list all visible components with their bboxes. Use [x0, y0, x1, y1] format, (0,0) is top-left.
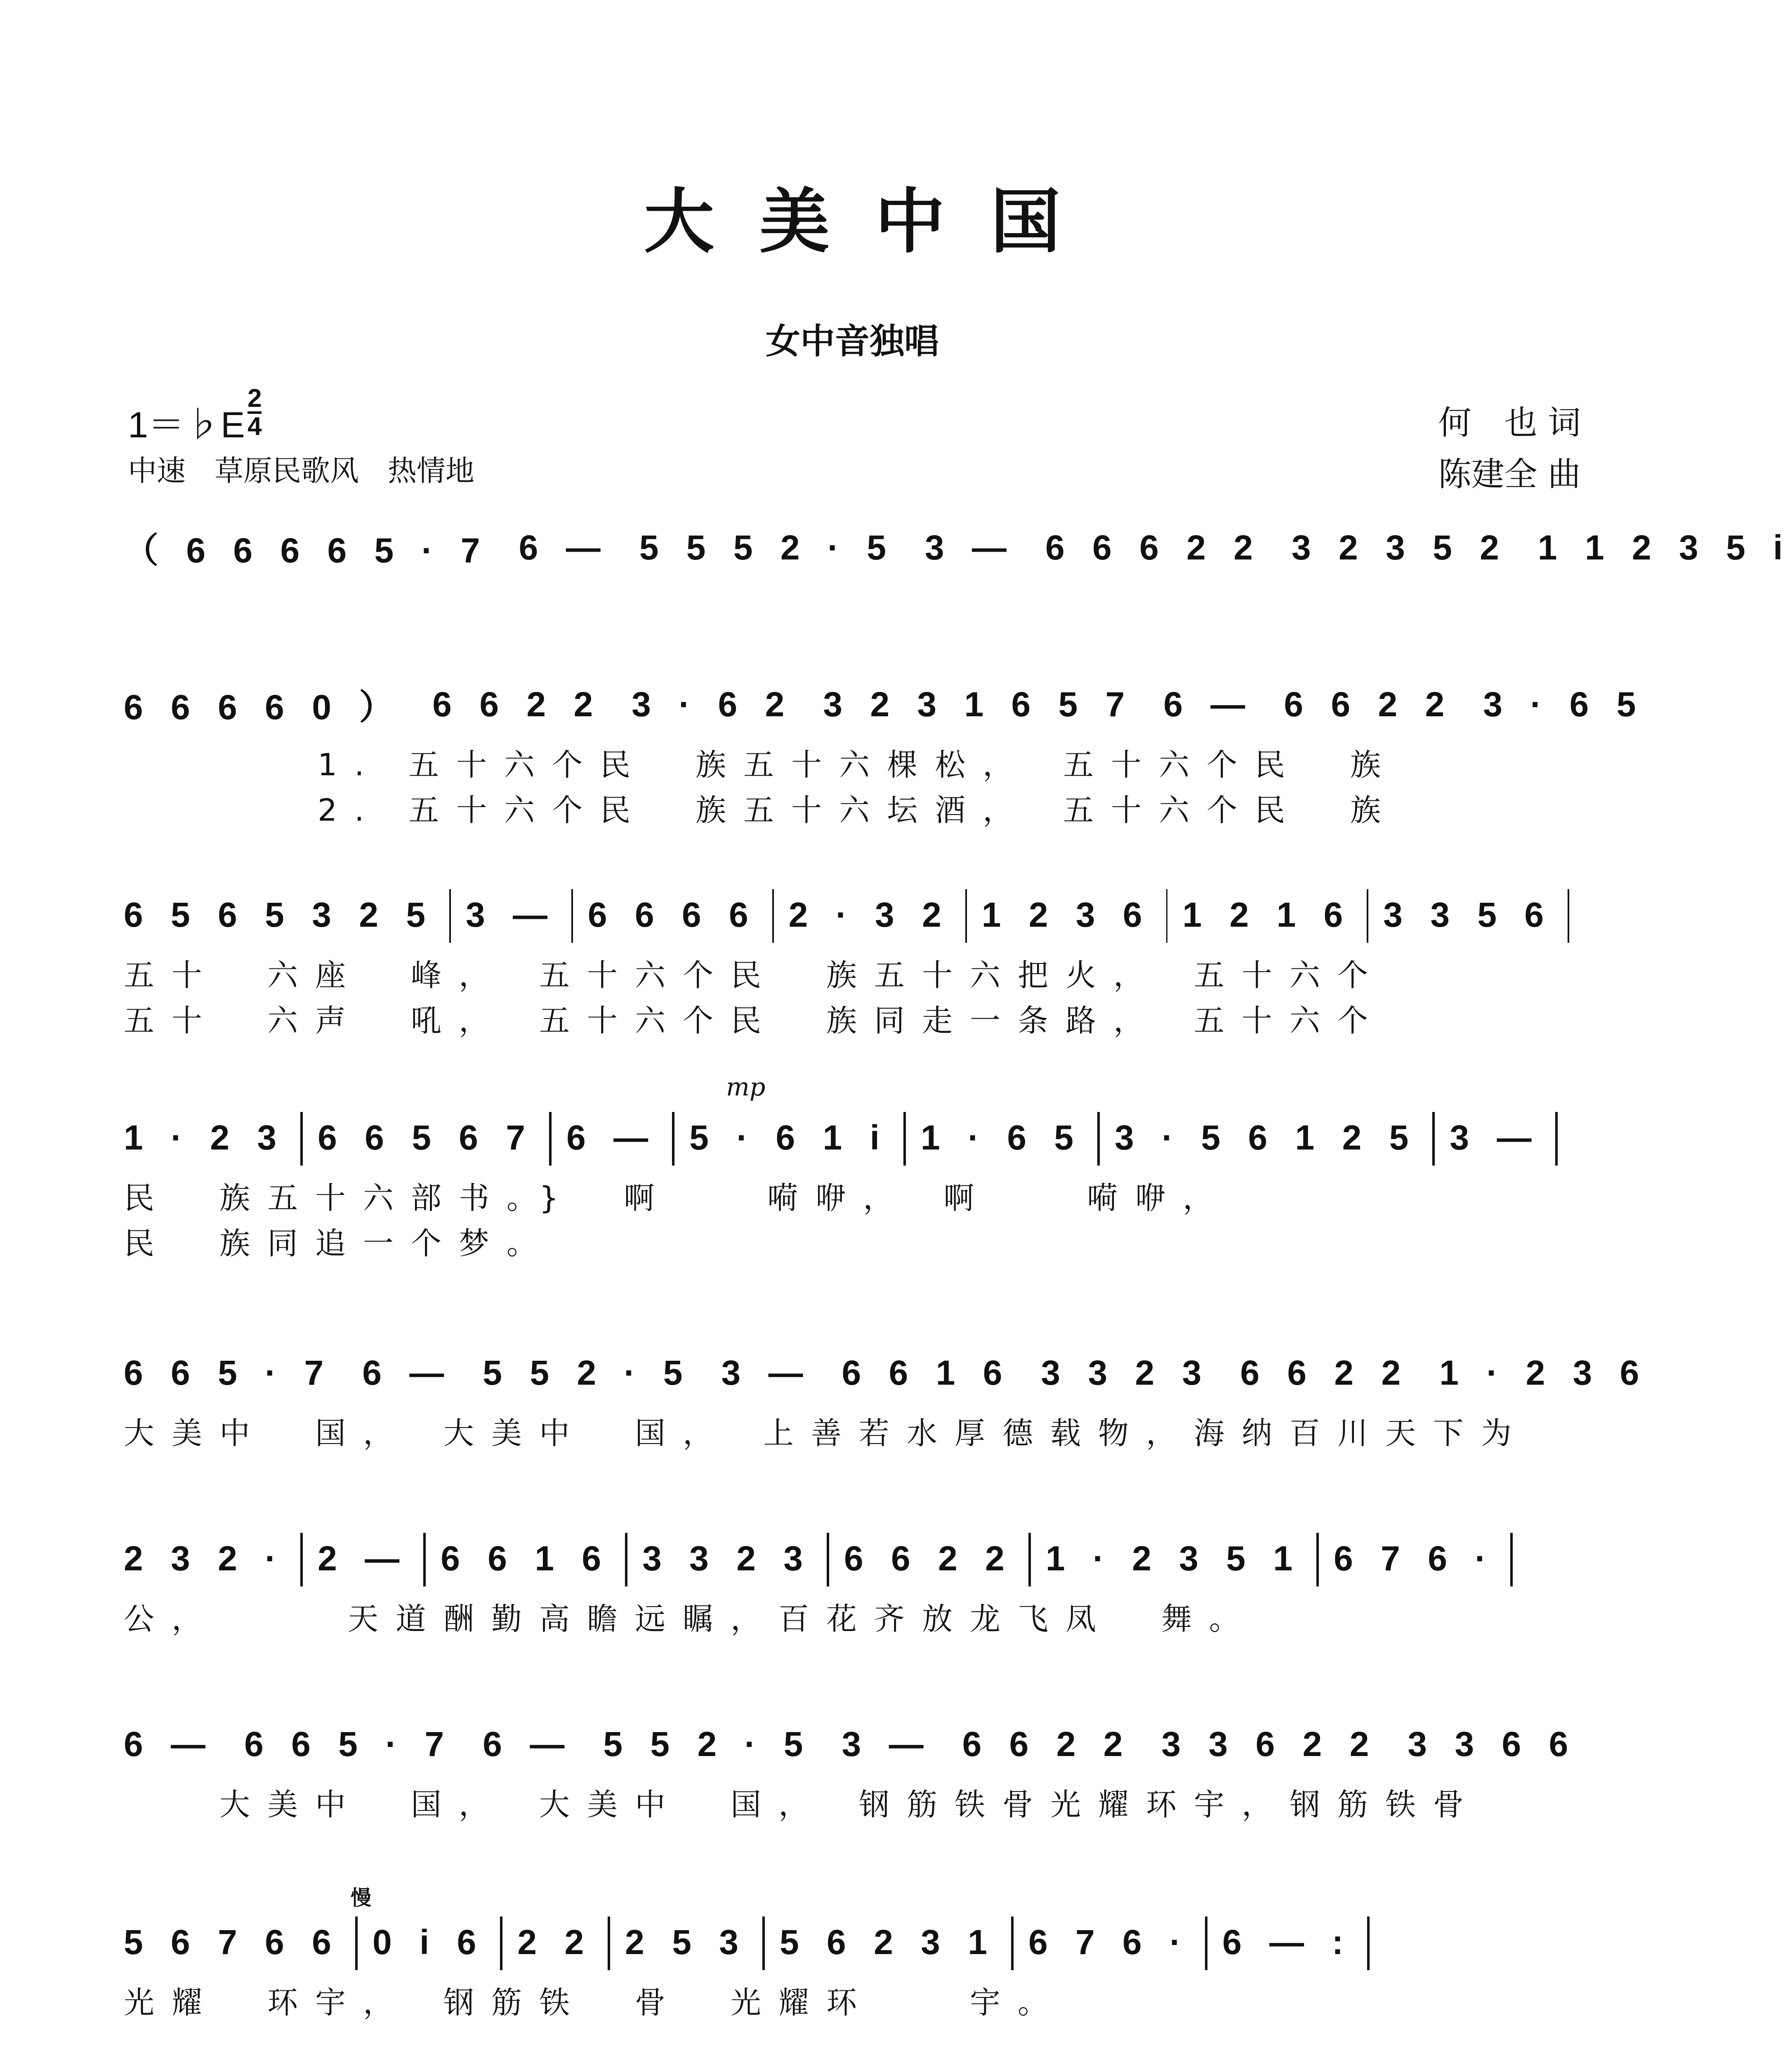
measure: 6 6 6 2 2	[1045, 528, 1262, 567]
barline	[449, 889, 451, 943]
barline	[1367, 889, 1368, 943]
barline	[571, 889, 573, 943]
measure: 6 6 6 6 0 ）	[124, 687, 403, 727]
lyric-line: 大美中 国， 大美中 国， 上善若水厚德载物，海纳百川天下为	[124, 1416, 1529, 1451]
measure: 3 2 3 1 6 5 7	[823, 685, 1134, 724]
measure: 6 6 2 2	[844, 1539, 1014, 1578]
measure: 2 —	[318, 1539, 409, 1578]
measure: 6 —	[566, 1118, 658, 1157]
measure: 5 5 2 · 5	[483, 1353, 692, 1392]
measure: 3 3 6 6	[1408, 1724, 1577, 1763]
page-title: 大美中国	[644, 180, 1106, 263]
measure: 3 3 2 3	[642, 1539, 812, 1578]
measure: 2 · 3 2	[788, 895, 950, 934]
measure: 3 —	[465, 895, 556, 934]
measure: 6 5 6 5 3 2 5	[124, 895, 435, 934]
barline	[1568, 889, 1569, 943]
barline	[300, 1112, 303, 1166]
measure: 1 2 1 6	[1182, 895, 1352, 934]
measure: 6 7 6 ·	[1028, 1922, 1191, 1962]
barline	[827, 1533, 829, 1586]
measure: 1 2 3 6	[981, 895, 1151, 934]
time-signature-bottom: 4	[248, 412, 262, 441]
notation-line	[124, 681, 1645, 730]
notation-line	[124, 891, 1584, 941]
lyric-line-verse-1: 民 族五十六部书。} 啊 嗬咿， 啊 嗬咿，	[124, 1180, 1231, 1216]
lyric-line-verse-2: 五十 六声 吼， 五十六个民 族同走一条路， 五十六个	[124, 1003, 1385, 1039]
barline	[672, 1112, 674, 1166]
measure: 3 —	[721, 1353, 812, 1392]
lyric-line-verse-2: 民 族同追一个梦。	[124, 1226, 554, 1261]
notation-line	[124, 1114, 1584, 1164]
notation-line	[124, 1349, 1648, 1399]
barline	[1367, 1917, 1370, 1970]
notation-line	[124, 1721, 1584, 1770]
barline	[355, 1917, 358, 1970]
barline	[549, 1112, 552, 1166]
barline	[500, 1917, 502, 1970]
measure: 3 —	[1450, 1118, 1541, 1157]
dynamic-marking: mp	[726, 1073, 766, 1102]
measure: 5 5 2 · 5	[603, 1724, 812, 1763]
measure: 2 2	[517, 1922, 593, 1962]
barline	[772, 889, 774, 943]
measure: 6 6 1 6	[842, 1353, 1012, 1392]
measure: 6 6 5 · 7	[124, 1353, 333, 1392]
measure: 1 · 2 3	[124, 1118, 286, 1157]
measure: 6 —	[1163, 685, 1254, 724]
measure: 3 3 5 6	[1383, 895, 1553, 934]
barline	[1205, 1917, 1207, 1970]
measure: （ 6 6 6 6 5 · 7	[124, 531, 489, 570]
barline	[1166, 889, 1168, 943]
barline	[1316, 1533, 1319, 1586]
barline	[1028, 1533, 1031, 1586]
barline	[300, 1533, 303, 1586]
measure: 1 · 2 3 5 1	[1045, 1539, 1302, 1578]
measure: 2 5 3	[625, 1922, 747, 1962]
measure: 1 · 2 3 6	[1439, 1353, 1648, 1392]
measure: 6 6 5 6 7	[318, 1118, 535, 1157]
lyric-line: 大美中 国， 大美中 国， 钢筋铁骨光耀环宇，钢筋铁骨	[124, 1787, 1481, 1822]
measure: 3 · 6 2	[632, 685, 794, 724]
barline	[762, 1917, 765, 1970]
lyric-line-verse-1: 五十 六座 峰， 五十六个民 族五十六把火， 五十六个	[124, 958, 1385, 993]
lyric-line-verse-1: 1. 五十六个民 族五十六棵松， 五十六个民 族	[318, 747, 1398, 783]
measure: 6 —	[483, 1724, 574, 1763]
time-signature	[248, 386, 262, 439]
barline	[1011, 1917, 1014, 1970]
measure: 6 —	[519, 528, 610, 567]
measure: 3 · 5 6 1 2 5	[1115, 1118, 1418, 1157]
measure: 5 · 6 1 i	[689, 1118, 889, 1157]
measure: 3 —	[842, 1724, 933, 1763]
measure: 6 6 2 2	[1240, 1353, 1410, 1392]
lyricist-credit: 何 也 词	[1438, 404, 1581, 442]
notation-line	[124, 1535, 1584, 1584]
time-signature-top: 2	[248, 386, 262, 414]
measure: 5 6 7 6 6	[124, 1922, 340, 1962]
measure: 3 —	[924, 528, 1016, 567]
measure: 2 3 2 ·	[124, 1539, 286, 1578]
tempo-change-marking: 慢	[351, 1886, 371, 1910]
lyric-line: 光耀 环宇， 钢筋铁 骨 光耀环 宇。	[124, 1985, 1066, 2021]
barline	[903, 1112, 906, 1166]
barline	[1097, 1112, 1100, 1166]
measure: 5 5 5 2 · 5	[639, 528, 895, 567]
measure: 6 —	[362, 1353, 453, 1392]
measure: 6 7 6 ·	[1334, 1539, 1496, 1578]
measure: 6 — :	[1222, 1922, 1353, 1962]
lyric-line: 公， 天道酬勤高瞻远瞩，百花齐放龙飞凤 舞。	[124, 1601, 1257, 1637]
measure: 3 3 2 3	[1041, 1353, 1211, 1392]
notation-line	[124, 524, 1792, 574]
composer-credit: 陈建全 曲	[1438, 455, 1581, 493]
measure: 6 6 2 2	[1284, 685, 1454, 724]
measure: 6 6 2 2	[432, 685, 602, 724]
measure: 6 6 5 · 7	[244, 1724, 453, 1763]
tempo-marking: 中速 草原民歌风 热情地	[128, 454, 474, 488]
measure: 5 6 2 3 1	[780, 1922, 996, 1962]
barline	[1555, 1112, 1558, 1166]
measure: 3 · 6 5	[1483, 685, 1645, 724]
page-subtitle: 女中音独唱	[765, 321, 939, 361]
measure: 0 i 6	[372, 1922, 486, 1962]
key-signature: 1＝♭E	[128, 404, 245, 445]
measure: 3 2 3 5 2	[1291, 528, 1508, 567]
barline	[965, 889, 967, 943]
measure: 6 6 1 6	[441, 1539, 611, 1578]
barline	[608, 1917, 610, 1970]
barline	[625, 1533, 627, 1586]
measure: 1 1 2 3 5 i	[1537, 528, 1792, 567]
measure: 6 6 2 2	[962, 1724, 1132, 1763]
measure: 3 3 6 2 2	[1161, 1724, 1378, 1763]
measure: 6 —	[124, 1724, 215, 1763]
barline	[423, 1533, 426, 1586]
notation-line	[124, 1919, 1584, 1968]
barline	[1432, 1112, 1435, 1166]
lyric-line-verse-2: 2. 五十六个民 族五十六坛酒， 五十六个民 族	[318, 793, 1398, 828]
barline	[1510, 1533, 1513, 1586]
measure: 6 6 6 6	[587, 895, 757, 934]
measure: 1 · 6 5	[920, 1118, 1083, 1157]
